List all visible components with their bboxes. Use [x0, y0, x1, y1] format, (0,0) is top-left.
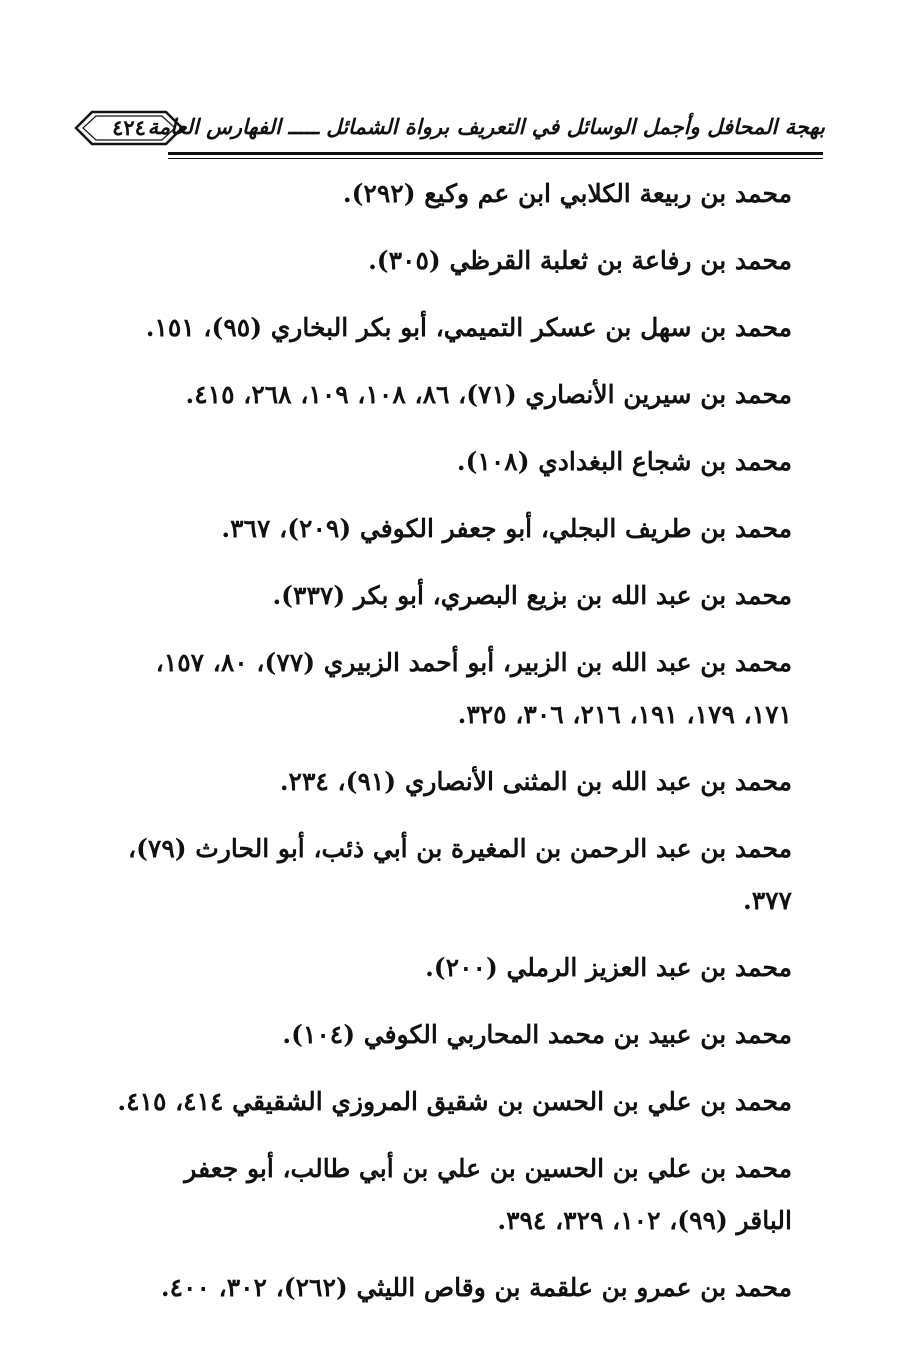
- index-entry: محمد بن عبد الله بن الزبير، أبو أحمد الزبيري (٧٧)، ٨٠، ١٥٧، ١٧١، ١٧٩، ١٩١، ٢١٦، ٣٠٦، ٣٢٥.: [155, 648, 792, 729]
- index-entry: محمد بن رفاعة بن ثعلبة القرظي (٣٠٥).: [368, 246, 792, 275]
- index-entry: محمد بن سيرين الأنصاري (٧١)، ٨٦، ١٠٨، ١٠٩، ٢٦٨، ٤١٥.: [185, 380, 792, 409]
- index-entry: محمد بن علي بن الحسن بن شقيق المروزي الشقيقي ٤١٤، ٤١٥.: [117, 1087, 792, 1116]
- index-entries: [100, 168, 792, 1329]
- header-rule-thin: [168, 158, 823, 159]
- index-entry: محمد بن عبد الله بن بزيع البصري، أبو بكر (٣٣٧).: [272, 581, 792, 610]
- running-header: [70, 96, 825, 152]
- index-entry: محمد بن طريف البجلي، أبو جعفر الكوفي (٢٠٩)، ٣٦٧.: [221, 514, 792, 543]
- index-entry: محمد بن سهل بن عسكر التميمي، أبو بكر البخاري (٩٥)، ١٥١.: [145, 313, 792, 342]
- index-entry: محمد بن عبد العزيز الرملي (٢٠٠).: [425, 953, 792, 982]
- index-entry: محمد بن عمرو بن علقمة بن وقاص الليثي (٢٦٢)، ٣٠٢، ٤٠٠.: [160, 1273, 792, 1302]
- page-number-badge: [74, 110, 184, 146]
- index-entry: محمد بن عبد الله بن المثنى الأنصاري (٩١)، ٢٣٤.: [279, 767, 792, 796]
- index-entry: محمد بن عبيد بن محمد المحاربي الكوفي (١٠٤).: [282, 1020, 792, 1049]
- header-rule-thick: [168, 152, 823, 155]
- index-entry: محمد بن علي بن الحسين بن علي بن أبي طالب، أبو جعفر الباقر (٩٩)، ١٠٢، ٣٢٩، ٣٩٤.: [184, 1154, 792, 1235]
- page-number: ٤٢٤: [112, 115, 146, 140]
- index-entry: محمد بن شجاع البغدادي (١٠٨).: [456, 447, 792, 476]
- index-entry: محمد بن ربيعة الكلابي ابن عم وكيع (٢٩٢).: [342, 179, 792, 208]
- header-title: بهجة المحافل وأجمل الوسائل في التعريف برواة الشمائل ـــــ الفهارس العامة: [147, 114, 825, 139]
- index-entry: محمد بن عبد الرحمن بن المغيرة بن أبي ذئب، أبو الحارث (٧٩)، ٣٧٧.: [128, 834, 792, 915]
